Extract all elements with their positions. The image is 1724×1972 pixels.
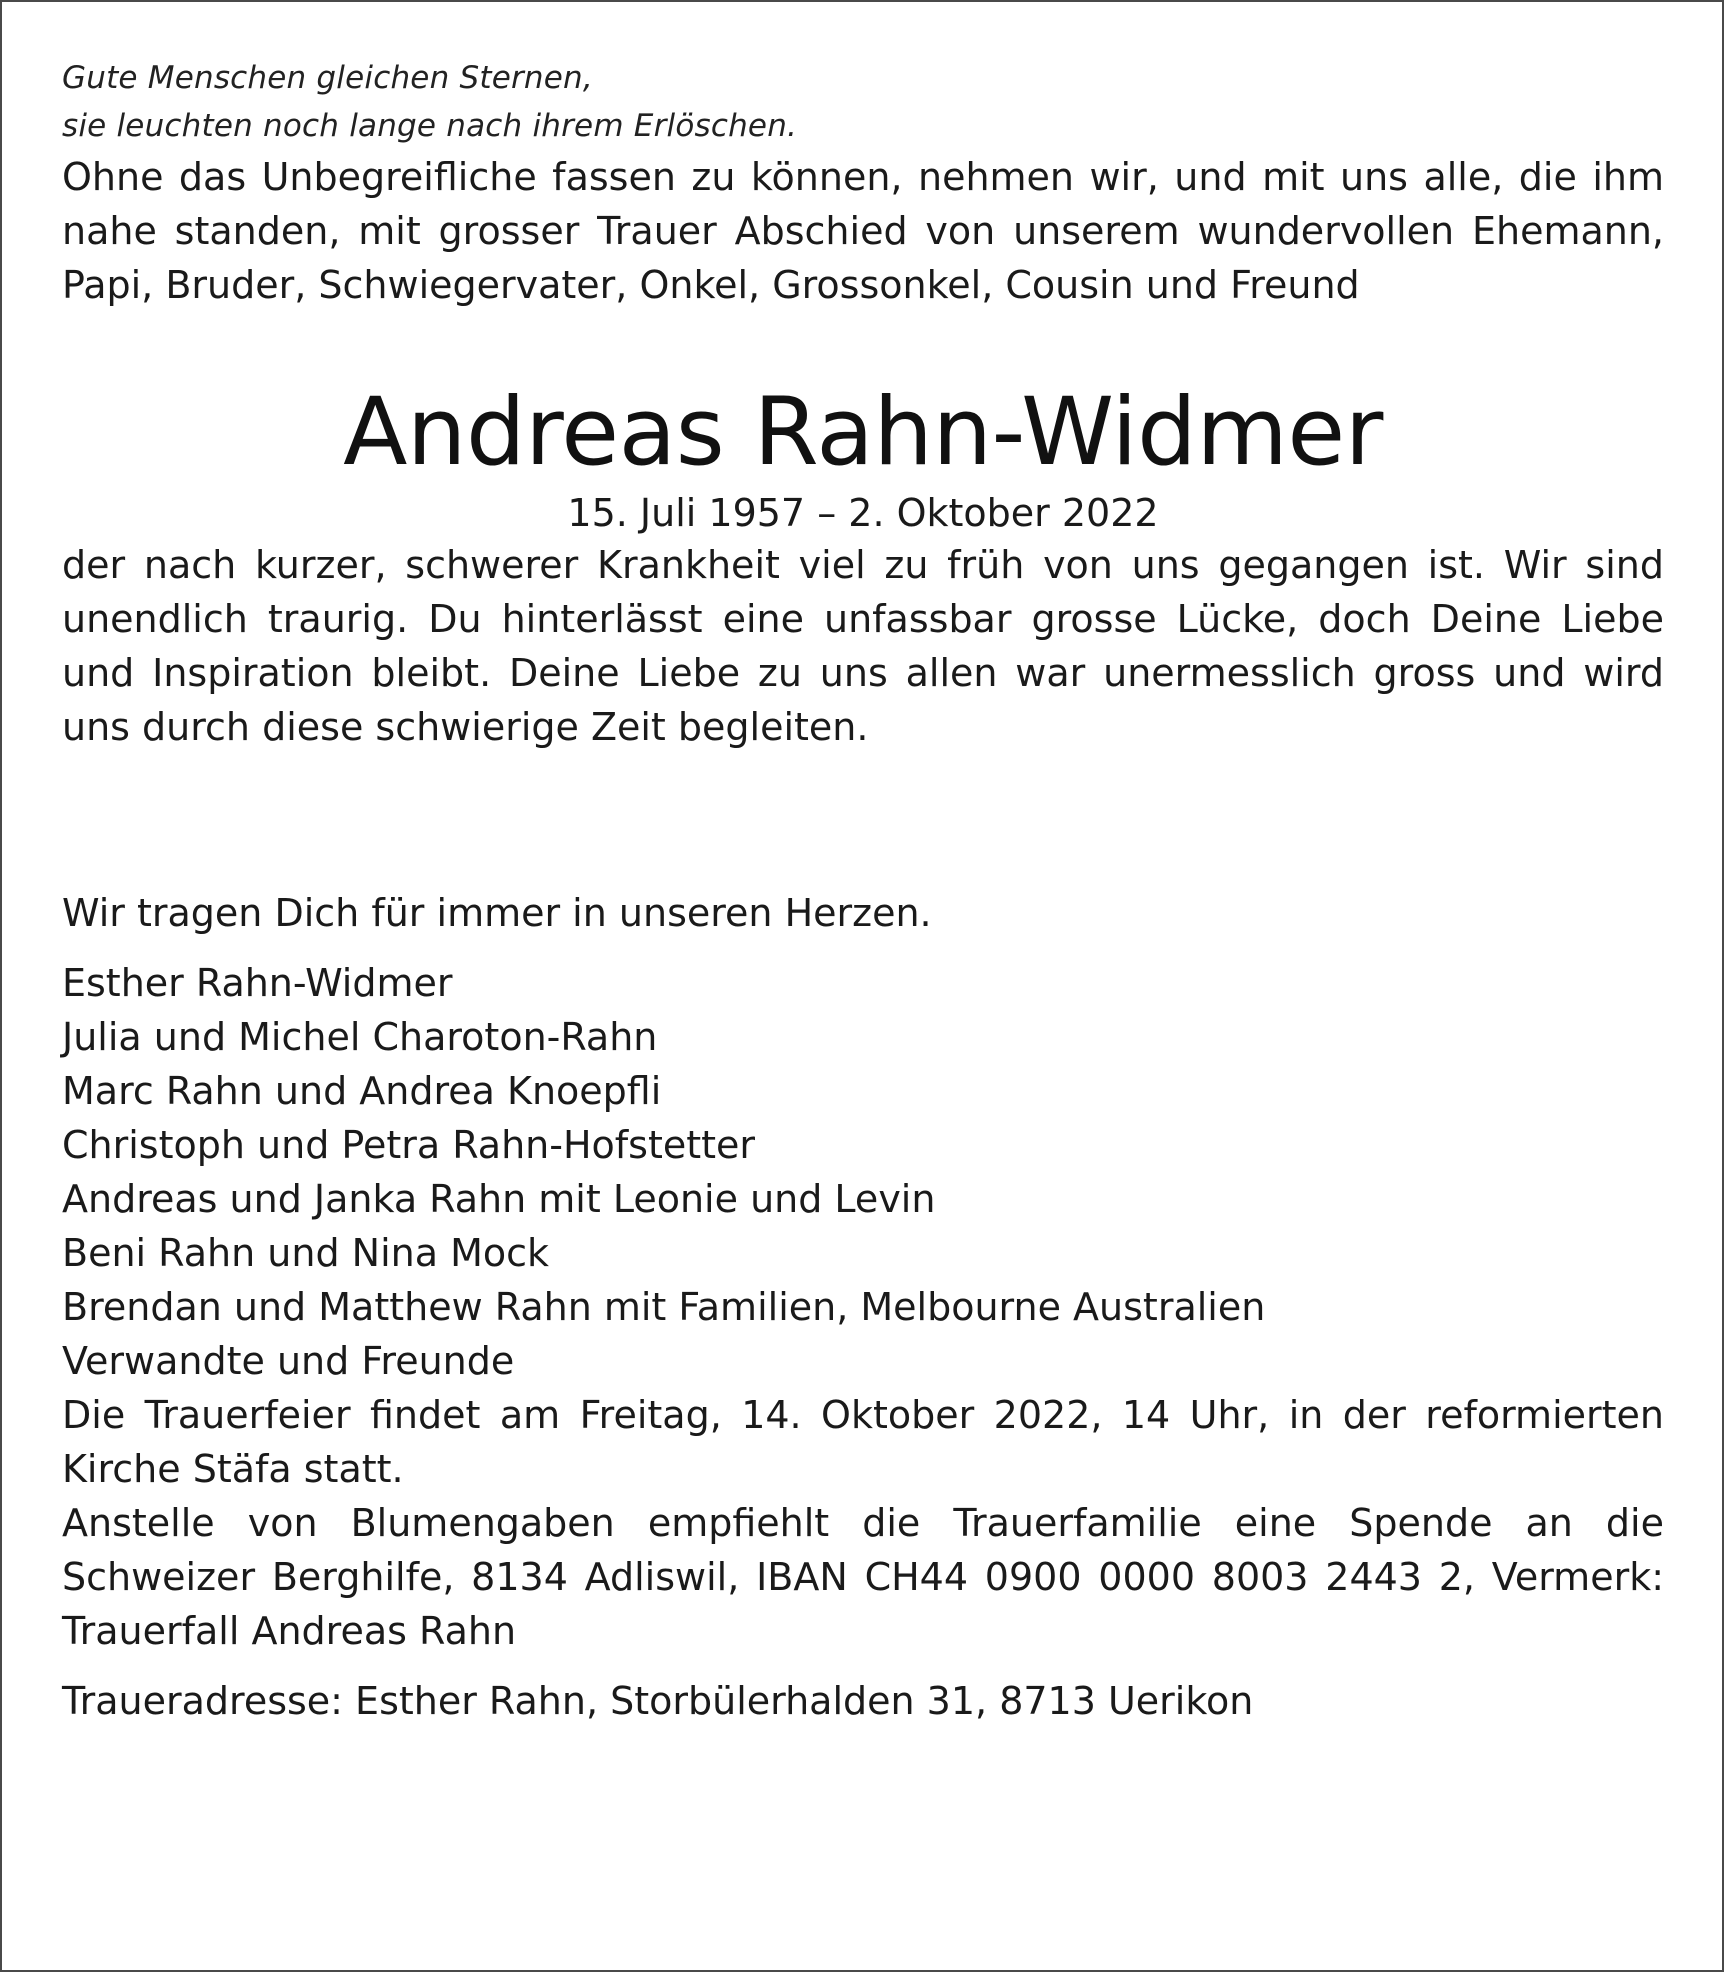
mourner-entry: Esther Rahn-Widmer (62, 961, 453, 1005)
mourners-list (62, 956, 1664, 1388)
obituary-content (62, 54, 1664, 1728)
closing-line: Wir tragen Dich für immer in unseren Herzen. (62, 891, 932, 935)
life-dates: 15. Juli 1957 – 2. Oktober 2022 (567, 491, 1159, 535)
mourner-entry: Brendan und Matthew Rahn mit Familien, Melbourne Australien (62, 1285, 1266, 1329)
mourner-entry: Andreas und Janka Rahn mit Leonie und Levin (62, 1177, 936, 1221)
mourner-entry: Julia und Michel Charoton-Rahn (62, 1015, 658, 1059)
mourner-entry: Beni Rahn und Nina Mock (62, 1231, 550, 1275)
deceased-name: Andreas Rahn-Widmer (343, 378, 1383, 487)
motto-quote (62, 54, 1664, 150)
mourner-entry: Marc Rahn und Andrea Knoepfli (62, 1069, 662, 1113)
mourner-entry: Christoph und Petra Rahn-Hofstetter (62, 1123, 756, 1167)
ceremony-paragraph: Die Trauerfeier findet am Freitag, 14. Oktober 2022, 14 Uhr, in der reformierten Kirche Stäfa statt. (62, 1393, 1664, 1491)
mourning-address: Traueradresse: Esther Rahn, Storbülerhalden 31, 8713 Uerikon (62, 1679, 1254, 1723)
deceased-block (62, 378, 1664, 538)
donation-paragraph: Anstelle von Blumengaben empfiehlt die Trauerfamilie eine Spende an die Schweizer Berghilfe, 8134 Adliswil, IBAN CH44 0900 0000 8003 2443 2, Vermerk: Trauerfall Andreas Rahn (62, 1501, 1664, 1653)
motto-line-1: Gute Menschen gleichen Sternen, (62, 60, 593, 96)
tribute-paragraph: der nach kurzer, schwerer Krankheit viel zu früh von uns gegangen ist. Wir sind unendlich traurig. Du hinterlässt eine unfassbar grosse Lücke, doch Deine Liebe und Inspiration bleibt. Deine Liebe zu uns allen war unermesslich gross und wird uns durch diese schwierige Zeit begleiten. (62, 543, 1664, 749)
intro-paragraph: Ohne das Unbegreifliche fassen zu können, nehmen wir, und mit uns alle, die ihm nahe standen, mit grosser Trauer Abschied von unserem wundervollen Ehemann, Papi, Bruder, Schwiegervater, Onkel, Grossonkel, Cousin und Freund (62, 155, 1664, 307)
motto-line-2: sie leuchten noch lange nach ihrem Erlöschen. (62, 108, 798, 144)
mourner-entry: Verwandte und Freunde (62, 1339, 515, 1383)
